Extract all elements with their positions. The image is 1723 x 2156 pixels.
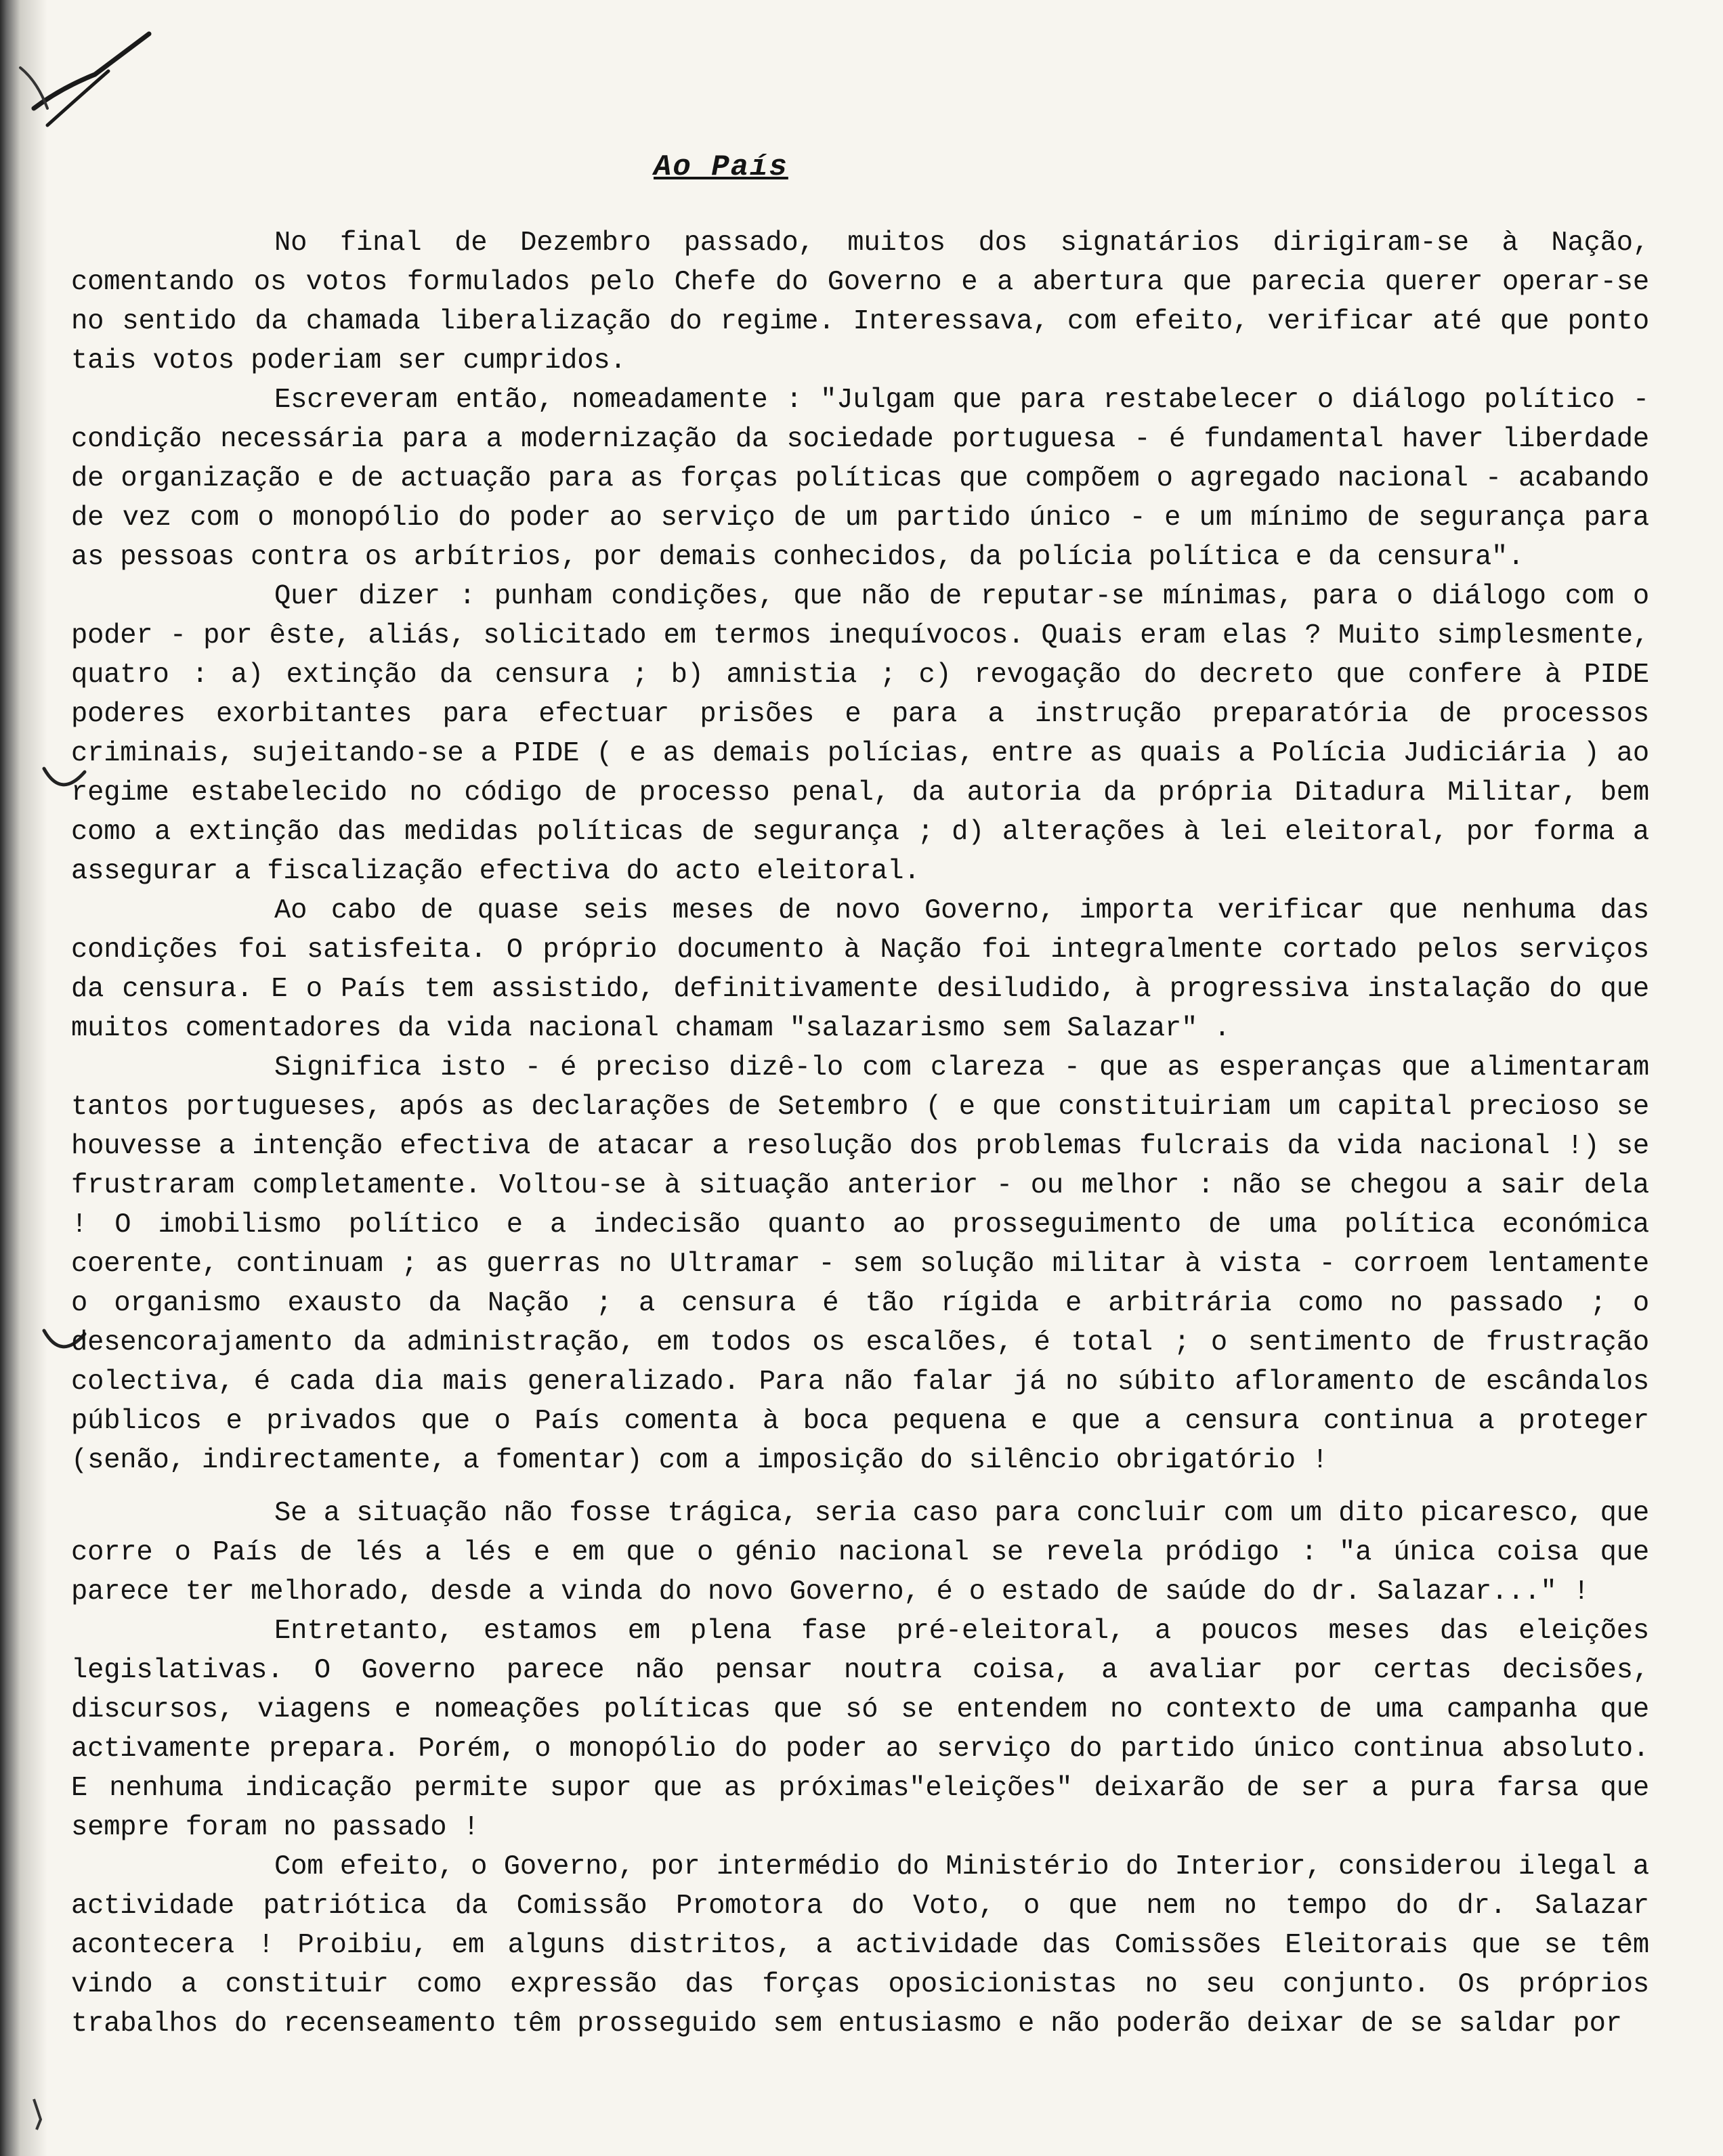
paragraph: No final de Dezembro passado, muitos dos signatários dirigiram-se à Nação, comentando os votos formulados pelo Chefe do Governo e a abertura que parecia querer operar-se no sentido da chamada liberalização do regime. Interessava, com efeito, verificar até que ponto tais votos poderiam ser cumpridos. <box>71 228 1649 376</box>
paragraph: Escreveram então, nomeadamente : "Julgam que para restabelecer o diálogo político - condição necessária para a modernização da sociedade portuguesa - é fundamental haver liberdade de organização e de actuação para as forças políticas que compõem o agregado nacional - acabando de vez com o monopólio do poder ao serviço de um partido único - e um mínimo de segurança para as pessoas contra os arbítrios, por demais conhecidos, da polícia política e da censura". <box>71 385 1649 573</box>
paragraph: Se a situação não fosse trágica, seria caso para concluir com um dito picaresco, que corre o País de lés a lés e em que o génio nacional se revela pródigo : "a única coisa que parece ter melhorado, desde a vinda do novo Governo, é o estado de saúde do dr. Salazar..." ! <box>71 1498 1649 1608</box>
scan-left-edge <box>0 0 47 2156</box>
handwritten-slash-mark <box>7 7 183 183</box>
scan-speck-mark <box>27 2092 54 2133</box>
document-title: Ao País <box>654 150 788 184</box>
paragraph: Significa isto - é preciso dizê-lo com clareza - que as esperanças que alimentaram tantos portugueses, após as declarações de Setembro ( e que constituiriam um capital precioso se houvesse a intenção efectiva de atacar a resolução dos problemas fulcrais da vida nacional !) se frustraram completamente. Voltou-se à situação anterior - ou melhor : não se chegou a sair dela ! O imobilismo político e a indecisão quanto ao prosseguimento de uma política económica coerente, continuam ; as guerras no Ultramar - sem solução militar à vista - corroem lentamente o organismo exausto da Nação ; a censura é tão rígida e arbitrária como no passado ; o desencorajamento da administração, em todos os escalões, é total ; o sentimento de frustração colectiva, é cada dia mais generalizado. Para não falar já no súbito afloramento de escândalos públicos e privados que o País comenta à boca pequena e que a censura continua a proteger (senão, indirectamente, a fomentar) com a imposição do silêncio obrigatório ! <box>71 1052 1649 1476</box>
document-body <box>71 223 1649 2044</box>
paragraph: Entretanto, estamos em plena fase pré-eleitoral, a poucos meses das eleições legislativas. O Governo parece não pensar noutra coisa, a avaliar por certas decisões, discursos, viagens e nomeações políticas que só se entendem no contexto de uma campanha que activamente prepara. Porém, o monopólio do poder ao serviço do partido único continua absoluto. E nenhuma indicação permite supor que as próximas"eleições" deixarão de ser a pura farsa que sempre foram no passado ! <box>71 1616 1649 1843</box>
paragraph: Quer dizer : punham condições, que não de reputar-se mínimas, para o diálogo com o poder - por êste, aliás, solicitado em termos inequívocos. Quais eram elas ? Muito simplesmente, quatro : a) extinção da censura ; b) amnistia ; c) revogação do decreto que confere à PIDE poderes exorbitantes para efectuar prisões e para a instrução preparatória de processos criminais, sujeitando-se a PIDE ( e as demais polícias, entre as quais a Polícia Judiciária ) ao regime estabelecido no código de processo penal, da autoria da própria Ditadura Militar, bem como a extinção das medidas políticas de segurança ; d) alterações à lei eleitoral, por forma a assegurar a fiscalização efectiva do acto eleitoral. <box>71 581 1649 887</box>
paragraph: Ao cabo de quase seis meses de novo Governo, importa verificar que nenhuma das condições foi satisfeita. O próprio documento à Nação foi integralmente cortado pelos serviços da censura. E o País tem assistido, definitivamente desiludido, à progressiva instalação do que muitos comentadores da vida nacional chamam "salazarismo sem Salazar" . <box>71 895 1649 1044</box>
paragraph: Com efeito, o Governo, por intermédio do Ministério do Interior, considerou ilegal a actividade patriótica da Comissão Promotora do Voto, o que nem no tempo do dr. Salazar acontecera ! Proibiu, em alguns distritos, a actividade das Comissões Eleitorais que se têm vindo a constituir como expressão das forças oposicionistas no seu conjunto. Os próprios trabalhos do recenseamento têm prosseguido sem entusiasmo e não poderão deixar de se saldar por <box>71 1851 1649 2040</box>
